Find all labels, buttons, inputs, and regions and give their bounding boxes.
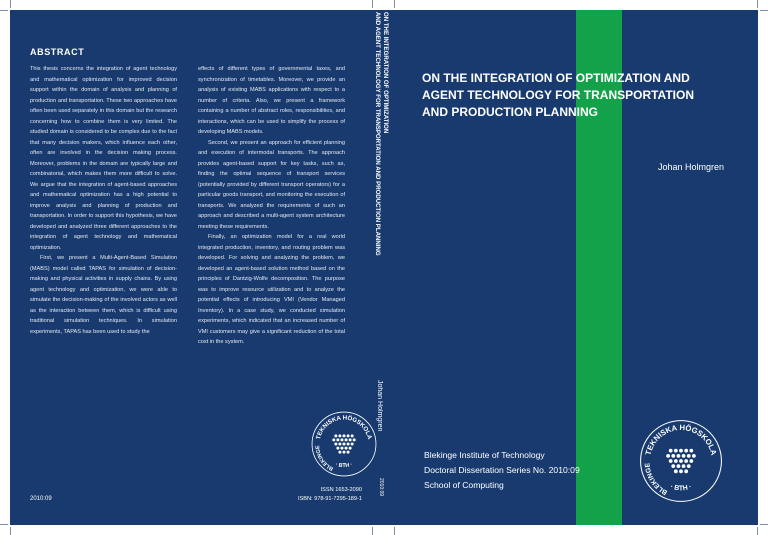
abstract-paragraph: This thesis concerns the integration of agent technology and mathematical optimization for improved decision support within the domain of analysis and planning of production and transportation. These two approaches have often been used separately in this domain but the research concerning how to combine them is very limited. The studied domain is considered to be complex due to the fact that many decision makers, which influence each other, often are involved in the decision making process. Moreover, problems in the domain are typically large and combinatorial, which makes them more difficult to solve. We argue that the integration of agent-based approaches and mathematical optimization has a high potential to improve analysis and planning of production and transportation. In order to support this hypothesis, we have developed and analyzed three different approaches to the integration of agent technology and mathematical optimization.: [30, 66, 177, 251]
svg-text:· BTH ·: [335, 462, 354, 470]
seal-top-text: TEKNISKA HÖGSKOLA: [643, 422, 719, 457]
front-title: ON THE INTEGRATION OF OPTIMIZATION AND AGENT TECHNOLOGY FOR TRANSPORTATION AND PRODUCTION PLANNING: [422, 71, 694, 119]
spine-author: [373, 380, 383, 460]
spine-author-text: Johan Holmgren: [376, 380, 383, 432]
issn: ISSN 1653-2090: [320, 487, 362, 493]
crop-mark: [0, 524, 8, 525]
crop-mark: [757, 527, 758, 535]
abstract-column-1: [30, 64, 177, 404]
issn-block: [272, 486, 362, 504]
svg-text:BLEKINGE: [315, 445, 334, 472]
isbn: ISBN: 978-91-7295-189-1: [297, 496, 362, 502]
abstract-paragraph: Second, we present an approach for efficient planning and execution of intermodal transports. The approach provides agent-based support for key tasks, such as, finding the optimal sequence of transport services (potentially provided by different transport operators) for a particular goods transport, and monitoring the execution of transports. We analyzed the requirements of such an approach and described a multi-agent system architecture meeting these requirements.: [198, 139, 345, 230]
institute-name: Blekinge Institute of Technology: [424, 450, 545, 460]
back-year: 2010:09: [30, 496, 52, 502]
bth-seal-logo: [310, 410, 378, 478]
spine-title-line-1: ON THE INTEGRATION OF OPTIMIZATION: [382, 12, 389, 134]
abstract-paragraph: Finally, an optimization model for a real world integrated production, inventory, and routing problem was developed. For solving and analyzing the problem, we developed an agent-based solution method based on the principles of Dantzig-Wolfe decomposition. The purpose was to improve resource utilization and to analyze the potential effects of introducing VMI (Vendor Managed Inventory). In a case study, we conducted simulation experiments, which indicated that an increased number of VMI customers may give a significant reduction of the total cost in the system.: [198, 234, 345, 345]
spine-title-line-2: AND AGENT TECHNOLOGY FOR TRANSPORTATION AND PRODUCTION PLANNING: [374, 12, 382, 256]
crop-mark: [394, 527, 395, 535]
seal-bottom-text: · BTH ·: [334, 461, 354, 470]
crop-mark: [394, 0, 395, 8]
crop-mark: [757, 0, 758, 8]
crop-mark: [372, 0, 373, 8]
seal-top-text: TEKNISKA HÖGSKOLA: [314, 414, 374, 441]
crop-mark: [10, 0, 11, 8]
abstract-paragraph: First, we present a Multi-Agent-Based Simulation (MABS) model called TAPAS for simulation of decision-making and physical activities in supply chains. By using agent technology and optimization, we were able to simulate the decision-making of the involved actors as well as the interaction between them, which is difficult using traditional simulation techniques. In simulation experiments, TAPAS has been used to study the: [30, 255, 177, 335]
abstract-column-2: [198, 64, 345, 404]
bth-seal-logo: [638, 418, 724, 504]
spine-year: [376, 478, 384, 508]
crop-mark: [372, 527, 373, 535]
spine-year-text: 2010:09: [378, 478, 384, 497]
crop-mark: [760, 10, 768, 11]
crop-mark: [10, 527, 11, 535]
institute-block: [424, 448, 580, 478]
crop-mark: [760, 524, 768, 525]
seal-left-text: BLEKINGE: [315, 445, 335, 472]
abstract-paragraph: effects of different types of governmental taxes, and synchronization of timetables. Moreover, we provide an analysis of existing MABS applications with respect to a number of criteria. Also, we present a framework containing a number of abstract roles, responsibilities, and interactions, which can be used to simplify the process of developing MABS models.: [198, 66, 345, 135]
series-name: Doctoral Dissertation Series No. 2010:09: [424, 465, 580, 475]
seal-bottom-text: · BTH ·: [669, 483, 693, 493]
crop-mark: [0, 10, 8, 11]
seal-left-text: BLEKINGE: [644, 462, 669, 496]
school-name: School of Computing: [424, 480, 504, 490]
svg-text:· BTH ·: [669, 483, 692, 492]
spine-title: [373, 12, 389, 352]
front-author: Johan Holmgren: [657, 162, 724, 172]
abstract-heading: ABSTRACT: [30, 47, 85, 57]
book-cover: [10, 10, 758, 525]
svg-text:BLEKINGE: [644, 462, 668, 496]
